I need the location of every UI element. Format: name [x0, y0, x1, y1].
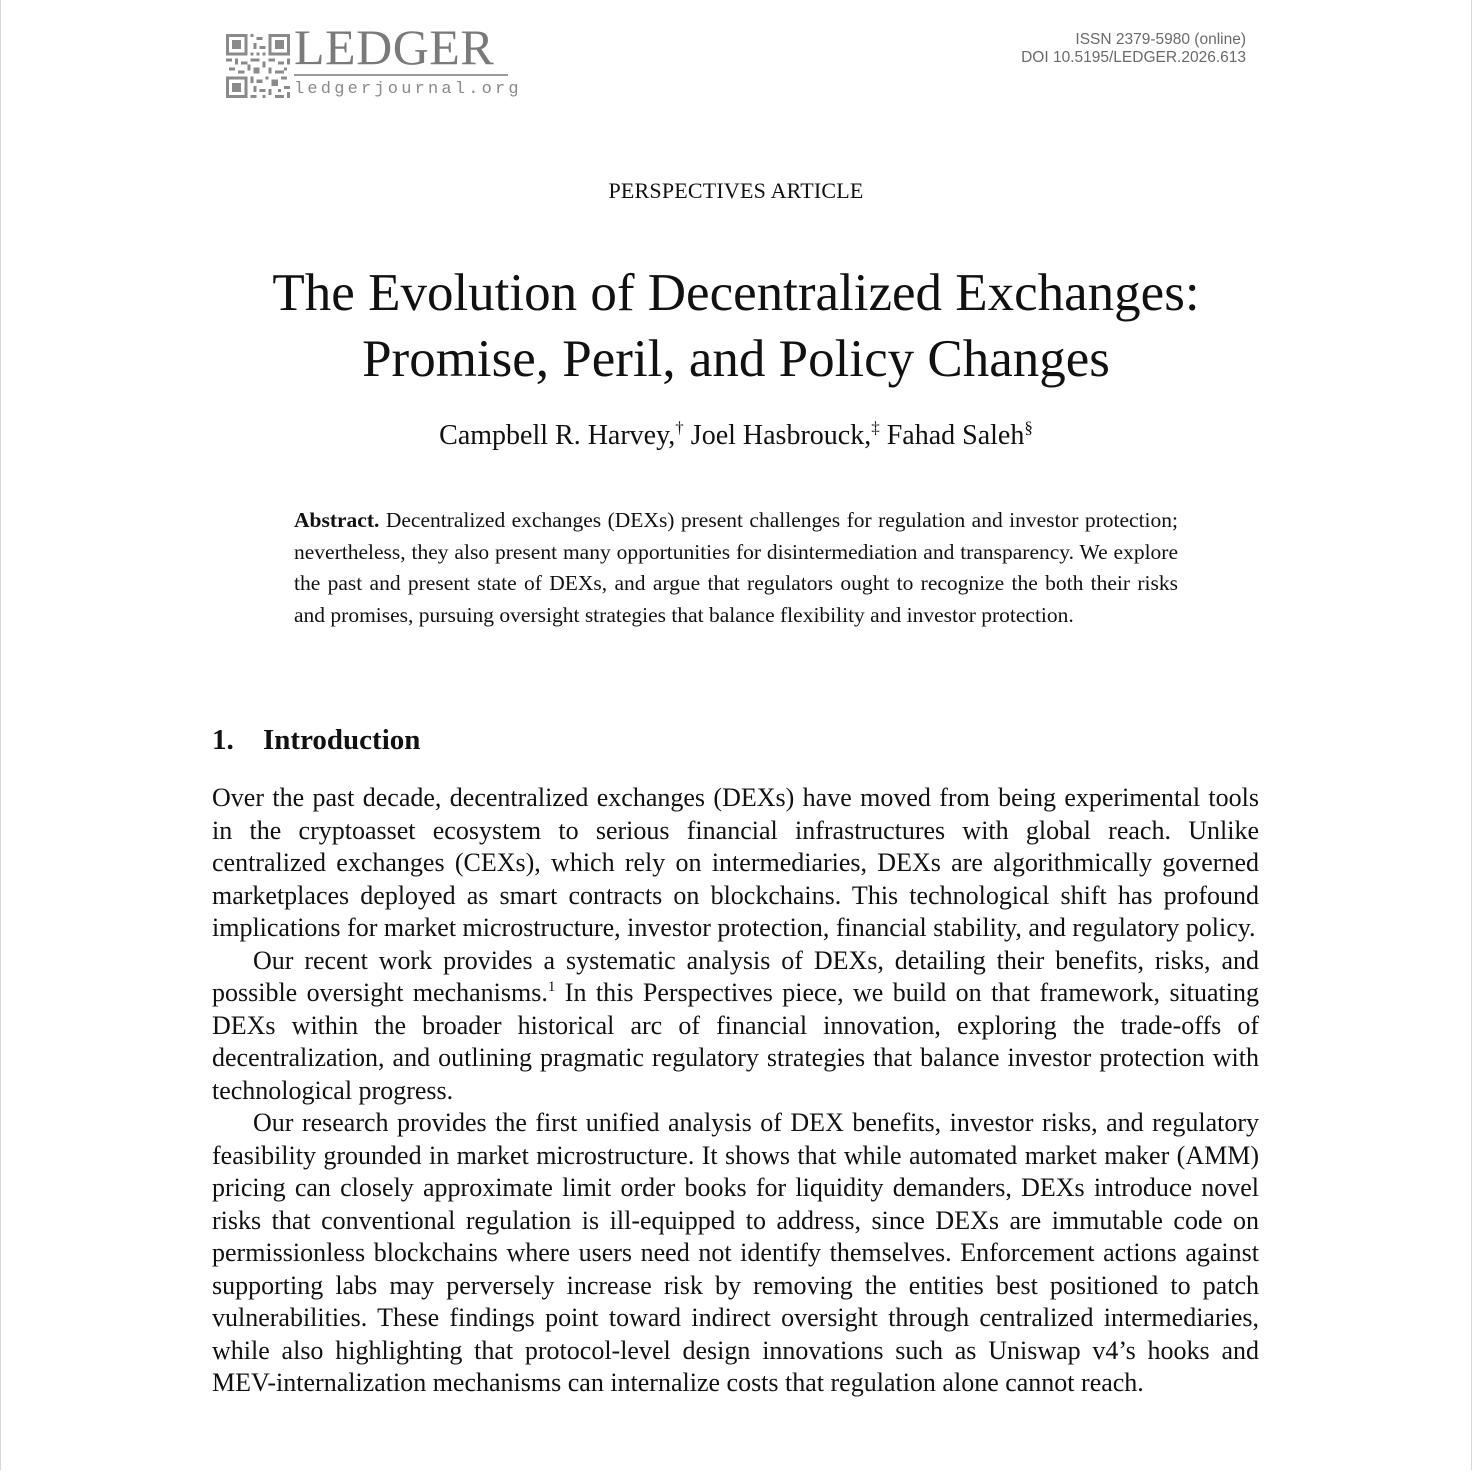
paragraph-2-text-a: Our recent work provides a systematic analysis of DEXs, detailing their benefits, risks, and possible oversight mechanisms. — [212, 945, 1259, 1007]
abstract-label: Abstract. — [294, 508, 380, 532]
author-mark: † — [675, 418, 684, 437]
author-name: Fahad Saleh — [886, 420, 1025, 451]
title-line-2: Promise, Peril, and Policy Changes — [362, 330, 1110, 388]
paragraph-3: Our research provides the first unified analysis of DEX benefits, investor risks, and regulatory feasibility grounded in market microstructure. It shows that while automated market maker (AMM) pricing can closely approximate limit order books for liquidity demanders, DEXs introduce novel risks that conventional regulation is ill-equipped to address, since DEXs are immutable code on permissionless blockchains where users need not identify themselves. Enforcement actions against supporting labs may perversely increase risk by removing the entities best positioned to patch vulnerabilities. These findings point toward indirect oversight through centralized intermediaries, while also highlighting that protocol-level design innovations such as Uniswap v4’s hooks and MEV-internalization mechanisms can internalize costs that regulation alone cannot reach. — [212, 1108, 1259, 1397]
author-list — [0, 420, 1472, 452]
paragraph-2-text-b: In this Perspectives piece, we build on that framework, situating DEXs within the broader historical arc of financial innovation, exploring the trade-offs of decentralization, and outlining pragmatic regulatory strategies that balance investor protection with technological progress. — [212, 978, 1260, 1105]
qr-code-icon — [226, 34, 290, 98]
author-name: Campbell R. Harvey, — [439, 420, 676, 451]
title-line-1: The Evolution of Decentralized Exchanges: — [272, 264, 1200, 322]
section-title: Introduction — [263, 724, 421, 756]
abstract-text: Decentralized exchanges (DEXs) present challenges for regulation and investor protection; nevertheless, they also present many opportunities for disintermediation and transparency. We explore the past and present state of DEXs, and argue that regulators ought to recognize the both their risks and promises, pursuing oversight strategies that balance flexibility and investor protection. — [294, 508, 1178, 627]
paragraph-2 — [212, 945, 1259, 1108]
journal-logo[interactable] — [226, 19, 522, 100]
doi[interactable]: DOI 10.5195/LEDGER.2026.613 — [1021, 49, 1246, 66]
abstract — [294, 505, 1178, 631]
author-name: Joel Hasbrouck, — [690, 420, 872, 451]
author-mark: § — [1024, 418, 1033, 437]
author-mark: ‡ — [871, 418, 880, 437]
issn-doi-block — [1021, 31, 1246, 67]
body-text — [212, 782, 1259, 1400]
article-title — [0, 260, 1472, 392]
issn: ISSN 2379-5980 (online) — [1075, 31, 1246, 48]
paragraph-1: Over the past decade, decentralized exchanges (DEXs) have moved from being experimental tools in the cryptoasset ecosystem to serious financial infrastructures with global reach. Unlike centralized exchanges (CEXs), which rely on intermediaries, DEXs are algorithmically governed marketplaces deployed as smart contracts on blockchains. This technological shift has profound implications for market microstructure, investor protection, financial stability, and regulatory policy. — [212, 783, 1259, 942]
logo-rule — [294, 74, 508, 76]
logo-wordmark: LEDGER — [294, 19, 495, 75]
section-number: 1. — [212, 724, 234, 756]
footnote-reference[interactable]: 1 — [547, 979, 556, 995]
article-type: PERSPECTIVES ARTICLE — [608, 178, 864, 203]
section-heading — [212, 724, 420, 757]
journal-url[interactable]: ledgerjournal.org — [294, 80, 522, 99]
